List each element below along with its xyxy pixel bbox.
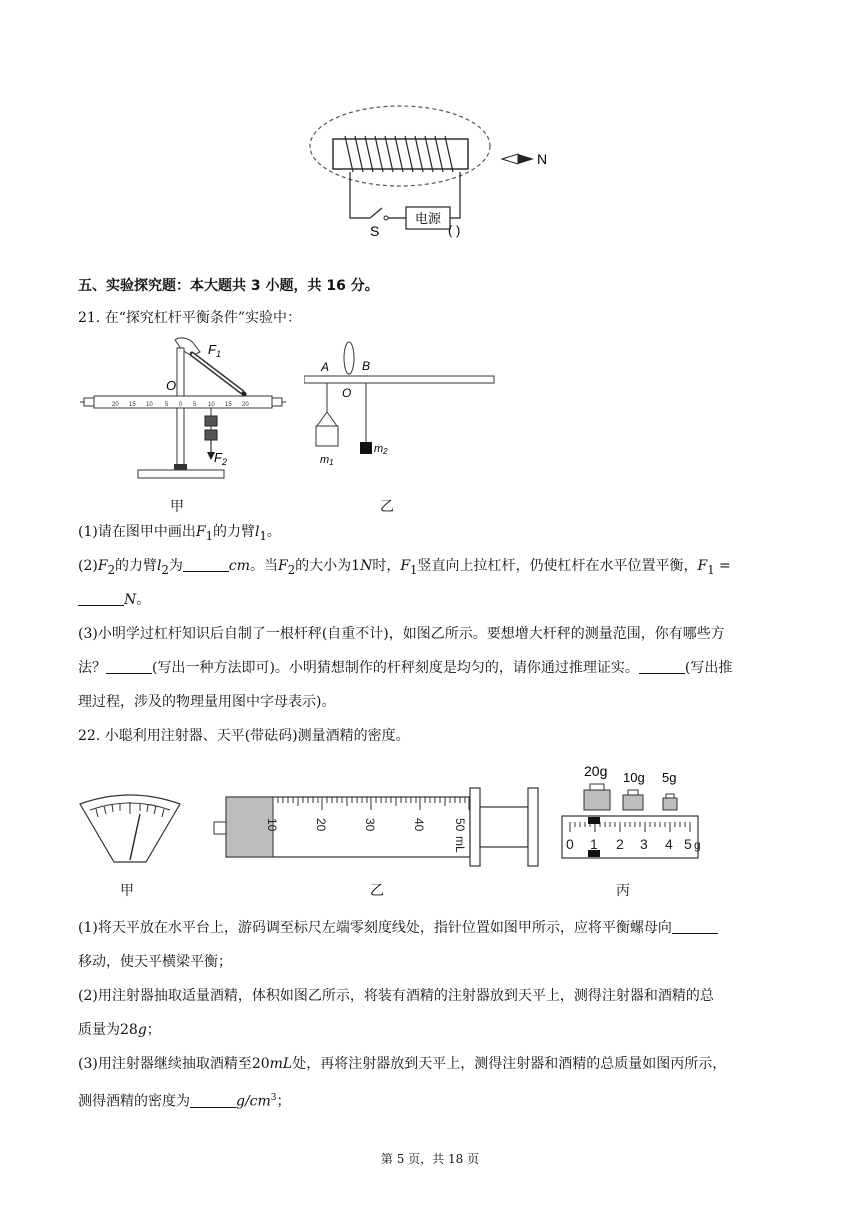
svg-text:g: g [694,838,701,852]
q22-part2-line1: (2)用注射器抽取适量酒精，体积如图乙所示，将装有酒精的注射器放到天平上，测得注射器和酒精的总 [78,988,714,1004]
lever-ruler-ticks [112,402,249,408]
answer-blank[interactable] [190,1093,236,1108]
q22-part3-line2: 测得酒精的密度为 $g/cm^3$； [78,1093,291,1110]
svg-text:20: 20 [242,402,249,408]
svg-text:0: 0 [566,836,574,852]
svg-text:15: 15 [129,402,136,408]
switch-lever [370,208,382,218]
compass-needle-icon [502,154,534,164]
hanging-loop [344,342,354,374]
svg-text:5: 5 [165,402,169,408]
svg-text:10: 10 [208,402,215,408]
syringe-nozzle [214,822,226,834]
switch-label: S [370,223,380,239]
svg-text:15: 15 [225,402,232,408]
steelyard-beam [304,376,494,383]
answer-paren: ( ) [448,223,461,238]
q21-caption-jia: 甲 [170,499,184,515]
power-source-label: 电源 [414,211,442,226]
weight-20g-label: 20g [584,763,608,779]
q22-stem: 22. 小聪利用注射器、天平(带砝码)测量酒精的密度。 [78,728,410,744]
svg-text:1: 1 [590,836,598,852]
q21-part3-line2: 法？ (写出一种方法即可)。小明猜想制作的杆秤刻度是均匀的，请你通过推理证实。 (写出推 [78,660,733,676]
svg-text:3: 3 [640,836,648,852]
q22-caption-yi: 乙 [370,883,384,899]
q21-part2-cont: N。 [78,590,150,610]
stand-pole [177,408,184,470]
rider-icon [588,817,600,824]
q21-figure-yi [304,340,500,490]
q21-caption-yi: 乙 [380,499,394,515]
q22-part1-line1: (1)将天平放在水平台上，游码调至标尺左端零刻度线处，指针位置如图甲所示，应将平衡螺母向 [78,918,718,938]
answer-blank[interactable] [639,659,685,674]
q21-part2: $(2)F_2$的力臂$l_2$为 cm。当$F_2$的大小为1N时，$F_1$竖直向上拉杠杆，仍使杠杆在水平位置平衡，$F_1$ = [78,558,731,577]
weight-10g-label: 10g [623,770,645,785]
q21-part1: (1)请在图甲中画出$F_1$的力臂$l_1$。 [78,524,281,543]
q21-stem: 21. 在“探究杠杆平衡条件”实验中： [78,310,302,326]
solenoid-core [333,139,468,169]
q22-figure-jia [76,790,186,870]
plunger-thumb-rest [528,788,538,866]
solenoid-figure [300,96,560,246]
q22-part1-line2: 移动，使天平横梁平衡； [78,954,232,970]
svg-text:20: 20 [112,402,119,408]
answer-blank[interactable] [183,557,229,572]
svg-text:mL: mL [453,836,467,853]
page-footer: 第 5 页，共 18 页 [380,1152,480,1166]
m1-label: m1 [320,454,334,467]
f1-label: $F_1$ [208,342,221,359]
label-b: B [362,359,371,373]
section-title: 五、实验探究题：本大题共 3 小题，共 16 分。 [78,278,379,294]
q22-figure-yi [208,780,548,870]
svg-text:10: 10 [265,818,279,832]
q22-caption-jia: 甲 [120,883,134,899]
syringe-flange [470,788,480,866]
answer-blank[interactable] [106,659,152,674]
switch-contact [384,216,388,220]
q22-part3-line1: (3)用注射器继续抽取酒精至20mL处，再将注射器放到天平上，测得注射器和酒精的总质量如图丙所示， [78,1056,727,1072]
q22-part2-line2: 质量为28g； [78,1022,161,1038]
q21-part3-line1: (3)小明学过杠杆知识后自制了一根杆秤(自重不计)，如图乙所示。要想增大杆秤的测量范围，你有哪些方 [78,626,725,642]
m2-label: m2 [374,443,388,456]
svg-text:5: 5 [193,402,197,408]
weight-5g-icon [663,794,677,810]
svg-text:0: 0 [179,402,183,408]
answer-blank[interactable] [672,919,718,934]
hanging-weight [205,430,217,440]
svg-text:5: 5 [684,836,692,852]
svg-text:20: 20 [314,818,328,832]
svg-text:50: 50 [453,818,467,832]
counterweight-m2 [360,442,372,454]
svg-text:10: 10 [146,402,153,408]
f2-label: $F_2$ [214,450,227,467]
hanging-weight [205,416,217,426]
syringe-plunger [480,807,528,847]
q22-caption-bing: 丙 [616,883,630,899]
svg-text:30: 30 [363,818,377,832]
q22-figure-bing [560,760,710,864]
q21-figure-jia [80,334,290,486]
weight-20g-icon [584,784,610,810]
weight-10g-icon [623,790,643,810]
pivot-o-label: O [166,378,177,393]
label-a: A [321,360,330,374]
svg-text:2: 2 [616,836,624,852]
stand-base [138,470,224,478]
pan-weight-m1 [316,426,338,446]
q21-part3-line3: 理过程，涉及的物理量用图中字母表示)。 [78,694,336,710]
compass-n-label: N [537,151,548,167]
svg-text:40: 40 [412,818,426,832]
svg-text:4: 4 [665,836,673,852]
circuit-wire [350,172,370,218]
label-o: O [342,386,352,400]
answer-blank[interactable] [78,591,124,606]
weight-5g-label: 5g [662,770,677,785]
